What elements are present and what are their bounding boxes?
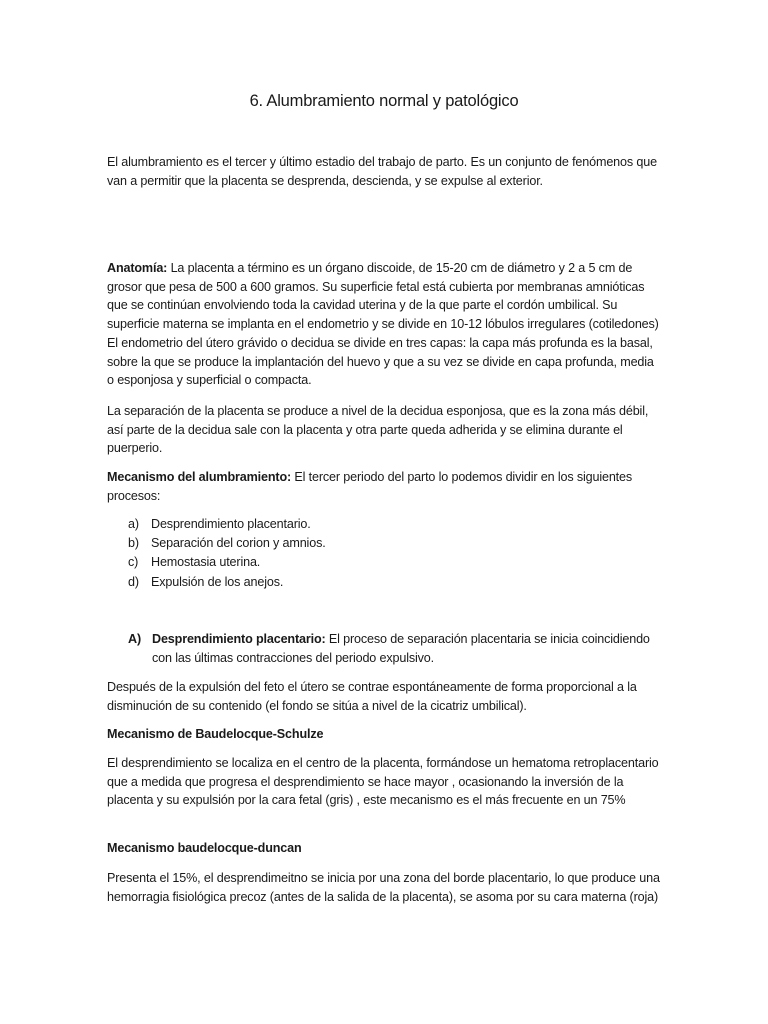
anatomy-paragraph <box>107 259 663 333</box>
anatomy-label: Anatomía: <box>107 261 168 275</box>
duncan-heading: Mecanismo baudelocque-duncan <box>107 841 302 855</box>
list-marker: d) <box>128 574 139 589</box>
section-a-label: Desprendimiento placentario: <box>152 632 326 646</box>
schulze-heading: Mecanismo de Baudelocque-Schulze <box>107 727 324 741</box>
anatomy-text: La placenta a término es un órgano discoide, de 15-20 cm de diámetro y 2 a 5 cm de grosor que pesa de 500 a 600 gramos. Su superficie fetal está cubierta por membranas amnióticas que se continúan envolviendo toda la cavidad uterina y de la que parte el cordón umbilical. Su superficie materna se implanta en el endometrio y se divide en 10-12 lóbulos irregulares (cotiledones) <box>107 261 659 331</box>
duncan-paragraph: Presenta el 15%, el desprendimeitno se inicia por una zona del borde placentario, lo que produce una hemorragia fisiológica precoz (antes de la salida de la placenta), se asoma por su cara materna (roja) <box>107 871 660 904</box>
after-expulsion-paragraph: Después de la expulsión del feto el útero se contrae espontáneamente de forma proporcional a la disminución de su contenido (el fondo se sitúa a nivel de la cicatriz umbilical). <box>107 680 637 713</box>
list-item-text: Hemostasia uterina. <box>151 555 261 570</box>
list-marker: c) <box>128 555 139 570</box>
list-marker: a) <box>128 517 139 531</box>
list-item <box>107 515 647 534</box>
process-list <box>107 515 647 592</box>
list-item-text: Separación del corion y amnios. <box>151 536 326 551</box>
separation-paragraph: La separación de la placenta se produce a nivel de la decidua esponjosa, que es la zona más débil, así parte de la decidua sale con la placenta y otra parte queda adherida y se elimina durante el puerperio. <box>107 404 649 456</box>
mechanism-paragraph <box>107 468 663 505</box>
schulze-paragraph: El desprendimiento se localiza en el centro de la placenta, formándose un hematoma retroplacentario que a medida que progresa el desprendimiento se hace mayor , ocasionando la inversión de la placenta y su expulsión por la cara fetal (gris) , este mecanismo es el más frecuente en un 75% <box>107 756 659 808</box>
mechanism-label: Mecanismo del alumbramiento: <box>107 470 292 484</box>
list-item <box>107 553 647 572</box>
list-item <box>107 534 647 553</box>
list-item-text: Desprendimiento placentario. <box>151 517 311 531</box>
list-marker: b) <box>128 536 139 551</box>
mechanism-text: El tercer periodo del parto lo podemos dividir en los siguientes procesos: <box>107 470 633 503</box>
list-item <box>107 573 647 592</box>
section-a-marker: A) <box>128 632 141 646</box>
intro-paragraph: El alumbramiento es el tercer y último estadio del trabajo de parto. Es un conjunto de fenómenos que van a permitir que la placenta se desprenda, descienda, y se expulse al exterior. <box>107 155 657 188</box>
document-title: 6. Alumbramiento normal y patológico <box>249 92 519 110</box>
list-item-text: Expulsión de los anejos. <box>151 574 284 589</box>
section-a-text: El proceso de separación placentaria se inicia coincidiendo con las últimas contracciones del periodo expulsivo. <box>152 632 650 665</box>
endometrium-paragraph: El endometrio del útero grávido o decidua se divide en tres capas: la capa más profunda es la basal, sobre la que se produce la implantación del huevo y que a su vez se divide en capa profunda, media o esponjosa y superficial o compacta. <box>107 336 654 388</box>
